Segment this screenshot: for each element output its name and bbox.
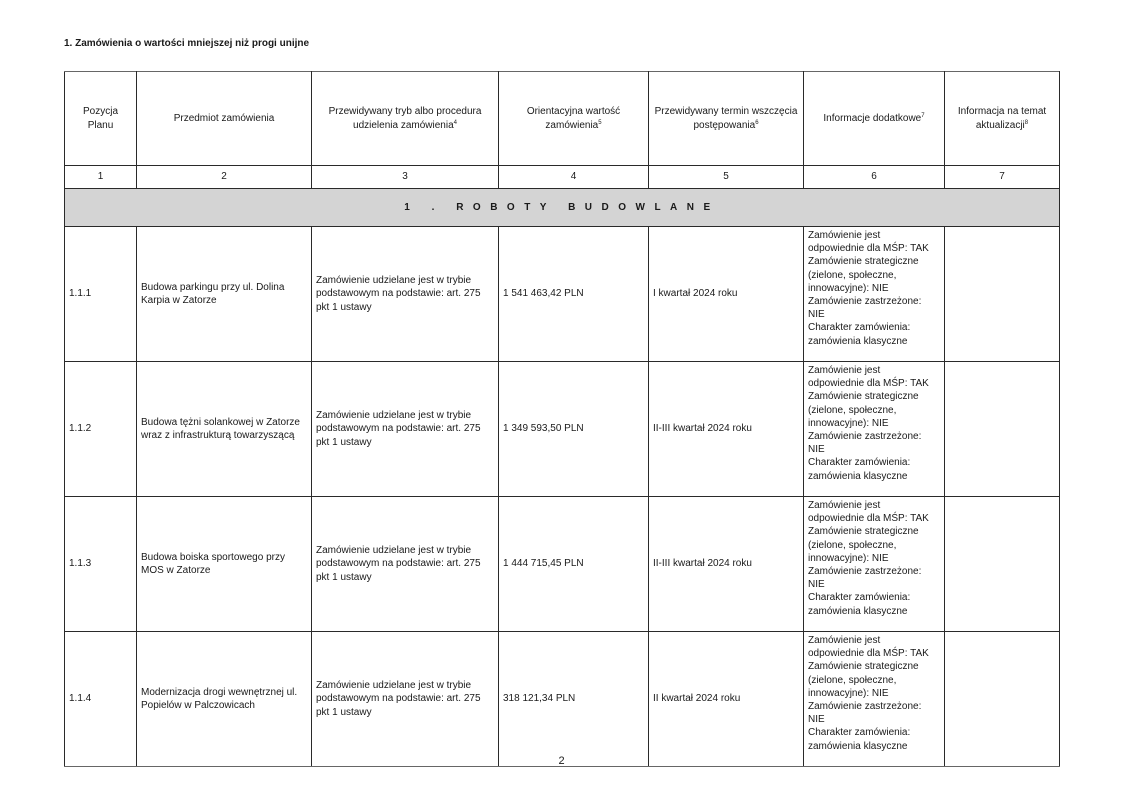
info-line: Zamówienie jest	[808, 500, 881, 511]
cell-update	[945, 632, 1060, 767]
info-line: Charakter zamówienia:	[808, 727, 911, 739]
info-line: innowacyjne): NIE	[808, 282, 889, 294]
info-line: Zamówienie strategiczne	[808, 256, 919, 268]
info-line: NIE	[808, 714, 825, 726]
cell-update	[945, 362, 1060, 497]
cell-update	[945, 497, 1060, 632]
info-line: Zamówienie strategiczne	[808, 661, 919, 673]
footnote-ref: 6	[755, 119, 759, 126]
section-title: 1. Zamówienia o wartości mniejszej niż progi unijne	[64, 38, 310, 49]
column-number: 5	[649, 166, 804, 189]
info-line: odpowiednie dla MŚP: TAK	[808, 243, 929, 255]
cell-value: 1 444 715,45 PLN	[499, 497, 649, 632]
info-line: Zamówienie jest	[808, 365, 881, 376]
section-band: 1 . ROBOTY BUDOWLANE	[65, 189, 1060, 227]
info-line: (zielone, społeczne,	[808, 539, 897, 551]
info-line: Charakter zamówienia:	[808, 322, 911, 334]
table-row	[65, 632, 1060, 767]
cell-info	[804, 227, 945, 362]
info-line: zamówienia klasyczne	[808, 740, 908, 752]
info-line: NIE	[808, 579, 825, 591]
cell-update	[945, 227, 1060, 362]
info-line: zamówienia klasyczne	[808, 605, 908, 617]
info-line: Charakter zamówienia:	[808, 457, 911, 469]
cell-value: 1 541 463,42 PLN	[499, 227, 649, 362]
cell-term: II-III kwartał 2024 roku	[649, 497, 804, 632]
footnote-ref: 4	[453, 119, 457, 126]
cell-info	[804, 362, 945, 497]
column-numbers-row	[65, 166, 1060, 189]
cell-procedure: Zamówienie udzielane jest w trybie podstawowym na podstawie: art. 275 pkt 1 ustawy	[312, 227, 499, 362]
info-line: Zamówienie strategiczne	[808, 526, 919, 538]
info-line: innowacyjne): NIE	[808, 552, 889, 564]
cell-position: 1.1.1	[65, 227, 137, 362]
info-line: NIE	[808, 444, 825, 456]
cell-info	[804, 497, 945, 632]
header-info: Informacje dodatkowe$^7$	[804, 72, 945, 166]
header-update: Informacja na temat aktualizacji$^8$	[945, 72, 1060, 166]
header-term: Przewidywany termin wszczęcia postępowania$^6$	[649, 72, 804, 166]
info-line: zamówienia klasyczne	[808, 470, 908, 482]
table-row	[65, 497, 1060, 632]
column-number: 7	[945, 166, 1060, 189]
cell-term: II-III kwartał 2024 roku	[649, 362, 804, 497]
cell-procedure: Zamówienie udzielane jest w trybie podstawowym na podstawie: art. 275 pkt 1 ustawy	[312, 497, 499, 632]
info-line: odpowiednie dla MŚP: TAK	[808, 513, 929, 525]
info-line: zamówienia klasyczne	[808, 335, 908, 347]
page-number: 2	[558, 755, 565, 767]
info-line: odpowiednie dla MŚP: TAK	[808, 648, 929, 660]
info-line: Zamówienie zastrzeżone:	[808, 431, 922, 443]
column-number: 4	[499, 166, 649, 189]
cell-term: I kwartał 2024 roku	[649, 227, 804, 362]
header-subject: Przedmiot zamówienia	[137, 72, 312, 166]
header-value: Orientacyjna wartość zamówienia$^5$	[499, 72, 649, 166]
cell-value: 318 121,34 PLN	[499, 632, 649, 767]
cell-procedure: Zamówienie udzielane jest w trybie podstawowym na podstawie: art. 275 pkt 1 ustawy	[312, 632, 499, 767]
section-band-row	[65, 189, 1060, 227]
info-line: NIE	[808, 309, 825, 321]
table-header-row	[65, 72, 1060, 166]
info-line: (zielone, społeczne,	[808, 269, 897, 281]
info-line: Zamówienie strategiczne	[808, 391, 919, 403]
cell-term: II kwartał 2024 roku	[649, 632, 804, 767]
cell-position: 1.1.4	[65, 632, 137, 767]
column-number: 2	[137, 166, 312, 189]
cell-subject: Budowa tężni solankowej w Zatorze wraz z infrastrukturą towarzyszącą	[137, 362, 312, 497]
cell-subject: Budowa parkingu przy ul. Dolina Karpia w Zatorze	[137, 227, 312, 362]
info-line: Zamówienie jest	[808, 635, 881, 646]
cell-subject: Modernizacja drogi wewnętrznej ul. Popielów w Palczowicach	[137, 632, 312, 767]
info-line: Zamówienie zastrzeżone:	[808, 701, 922, 713]
info-line: odpowiednie dla MŚP: TAK	[808, 378, 929, 390]
info-line: Zamówienie zastrzeżone:	[808, 566, 922, 578]
column-number: 1	[65, 166, 137, 189]
column-number: 3	[312, 166, 499, 189]
info-line: (zielone, społeczne,	[808, 404, 897, 416]
cell-position: 1.1.3	[65, 497, 137, 632]
footnote-ref: 8	[1024, 119, 1029, 126]
info-line: Zamówienie zastrzeżone:	[808, 296, 922, 308]
table-row	[65, 227, 1060, 362]
info-line: (zielone, społeczne,	[808, 674, 897, 686]
info-line: innowacyjne): NIE	[808, 687, 889, 699]
table-row	[65, 362, 1060, 497]
info-line: Zamówienie jest	[808, 230, 881, 241]
header-position: Pozycja Planu	[65, 72, 137, 166]
column-number: 6	[804, 166, 945, 189]
info-line: innowacyjne): NIE	[808, 417, 889, 429]
cell-subject: Budowa boiska sportowego przy MOS w Zatorze	[137, 497, 312, 632]
header-procedure: Przewidywany tryb albo procedura udzielenia zamówienia$^4$	[312, 72, 499, 166]
cell-value: 1 349 593,50 PLN	[499, 362, 649, 497]
procurement-plan-table	[64, 71, 1060, 767]
cell-info	[804, 632, 945, 767]
cell-procedure: Zamówienie udzielane jest w trybie podstawowym na podstawie: art. 275 pkt 1 ustawy	[312, 362, 499, 497]
cell-position: 1.1.2	[65, 362, 137, 497]
info-line: Charakter zamówienia:	[808, 592, 911, 604]
footnote-ref: 7	[921, 112, 925, 119]
footnote-ref: 5	[598, 119, 602, 126]
